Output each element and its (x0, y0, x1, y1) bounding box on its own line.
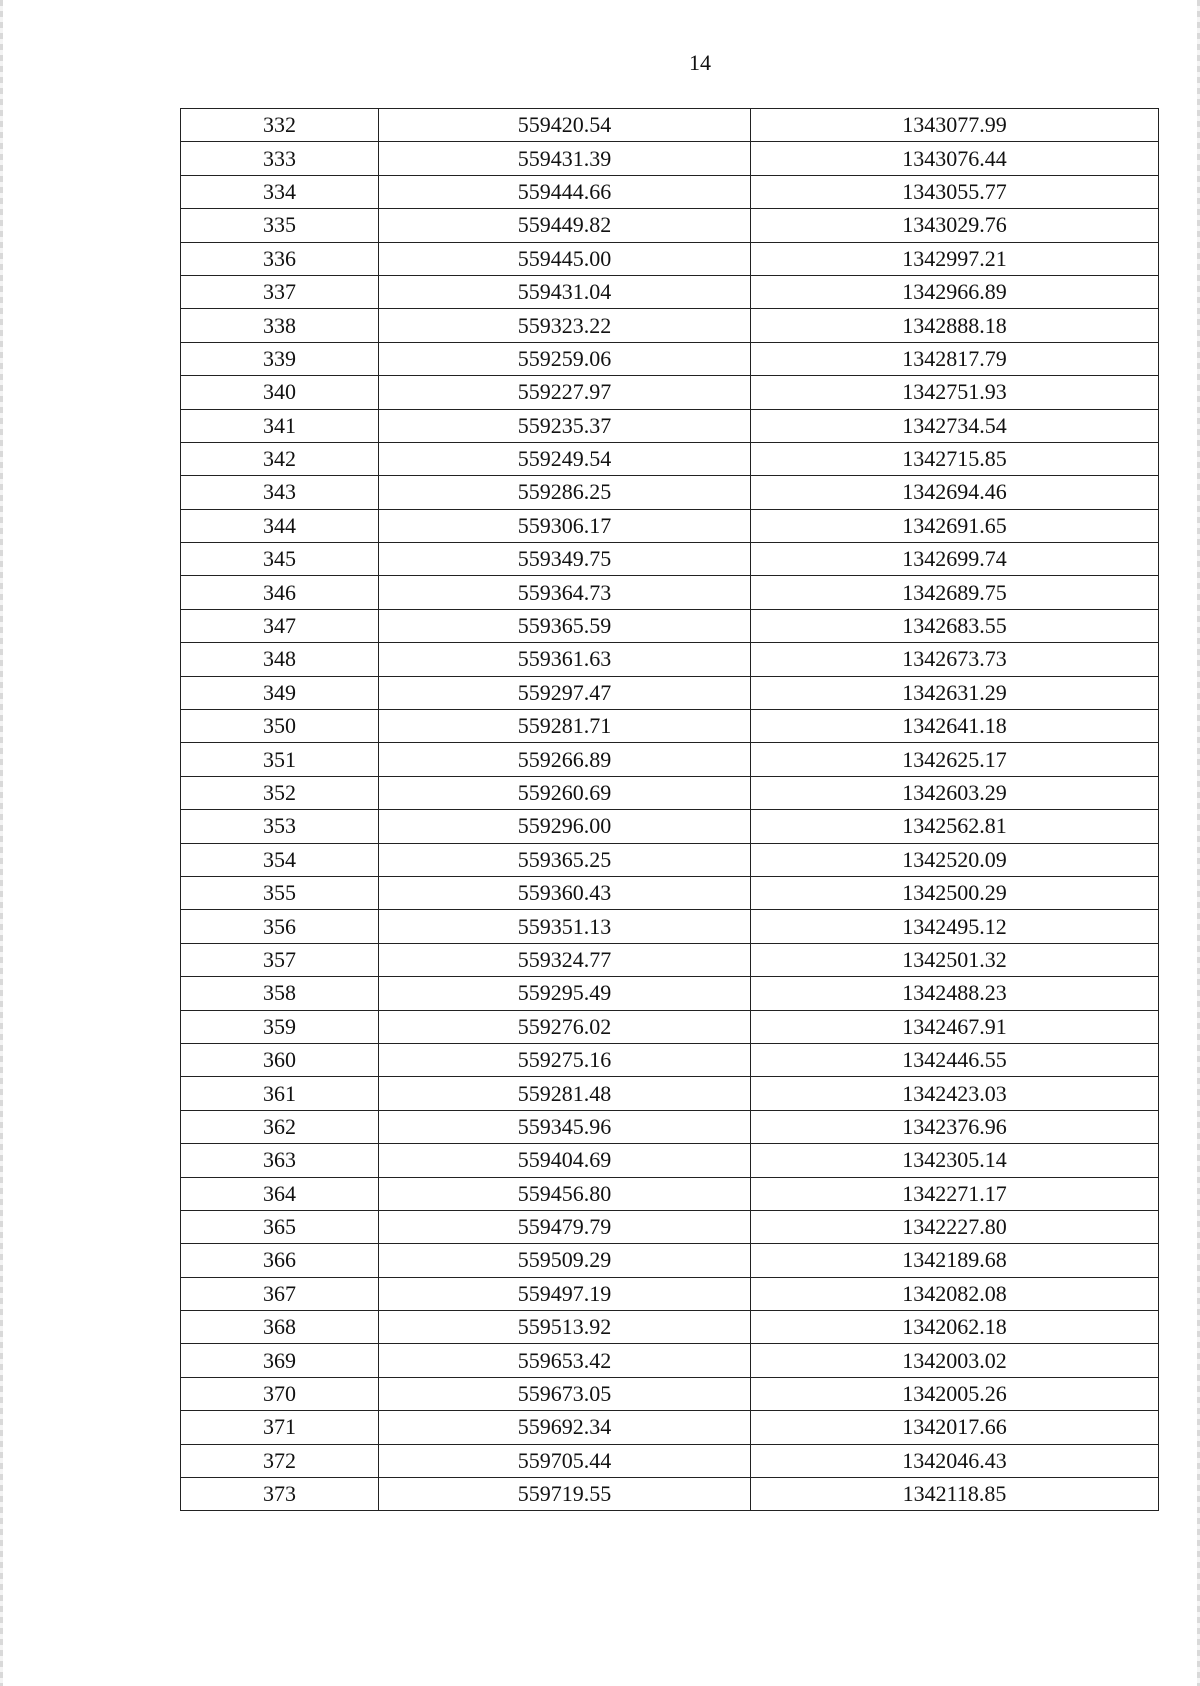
page-number: 14 (689, 50, 711, 75)
x-coordinate-cell: 559276.02 (379, 1010, 751, 1043)
x-coordinate-cell: 559365.59 (379, 609, 751, 642)
y-coordinate-cell: 1342501.32 (751, 943, 1159, 976)
y-coordinate-cell: 1342691.65 (751, 509, 1159, 542)
point-number-cell: 345 (181, 543, 379, 576)
x-coordinate-cell: 559692.34 (379, 1411, 751, 1444)
y-coordinate-cell: 1342673.73 (751, 643, 1159, 676)
y-coordinate-cell: 1343029.76 (751, 209, 1159, 242)
table-row (181, 1010, 1159, 1043)
table-row (181, 1244, 1159, 1277)
point-number-cell: 355 (181, 876, 379, 909)
x-coordinate-cell: 559404.69 (379, 1144, 751, 1177)
table-row (181, 676, 1159, 709)
point-number-cell: 356 (181, 910, 379, 943)
y-coordinate-cell: 1343055.77 (751, 175, 1159, 208)
table-row (181, 609, 1159, 642)
point-number-cell: 343 (181, 476, 379, 509)
y-coordinate-cell: 1342271.17 (751, 1177, 1159, 1210)
point-number-cell: 347 (181, 609, 379, 642)
x-coordinate-cell: 559349.75 (379, 543, 751, 576)
x-coordinate-cell: 559281.71 (379, 710, 751, 743)
table-row (181, 910, 1159, 943)
point-number-cell: 352 (181, 776, 379, 809)
point-number-cell: 349 (181, 676, 379, 709)
point-number-cell: 362 (181, 1110, 379, 1143)
point-number-cell: 335 (181, 209, 379, 242)
x-coordinate-cell: 559444.66 (379, 175, 751, 208)
y-coordinate-cell: 1342699.74 (751, 543, 1159, 576)
point-number-cell: 351 (181, 743, 379, 776)
x-coordinate-cell: 559449.82 (379, 209, 751, 242)
y-coordinate-cell: 1343076.44 (751, 142, 1159, 175)
x-coordinate-cell: 559364.73 (379, 576, 751, 609)
x-coordinate-cell: 559281.48 (379, 1077, 751, 1110)
x-coordinate-cell: 559249.54 (379, 442, 751, 475)
y-coordinate-cell: 1342631.29 (751, 676, 1159, 709)
x-coordinate-cell: 559719.55 (379, 1478, 751, 1511)
y-coordinate-cell: 1342694.46 (751, 476, 1159, 509)
point-number-cell: 340 (181, 376, 379, 409)
y-coordinate-cell: 1342562.81 (751, 810, 1159, 843)
y-coordinate-cell: 1343077.99 (751, 109, 1159, 142)
y-coordinate-cell: 1342715.85 (751, 442, 1159, 475)
y-coordinate-cell: 1342500.29 (751, 876, 1159, 909)
point-number-cell: 339 (181, 342, 379, 375)
table-row (181, 376, 1159, 409)
table-row (181, 142, 1159, 175)
table-row (181, 843, 1159, 876)
x-coordinate-cell: 559365.25 (379, 843, 751, 876)
y-coordinate-cell: 1342082.08 (751, 1277, 1159, 1310)
point-number-cell: 373 (181, 1478, 379, 1511)
table-row (181, 743, 1159, 776)
point-number-cell: 372 (181, 1444, 379, 1477)
table-row (181, 1144, 1159, 1177)
point-number-cell: 338 (181, 309, 379, 342)
y-coordinate-cell: 1342062.18 (751, 1311, 1159, 1344)
point-number-cell: 336 (181, 242, 379, 275)
x-coordinate-cell: 559360.43 (379, 876, 751, 909)
x-coordinate-cell: 559513.92 (379, 1311, 751, 1344)
table-row (181, 1210, 1159, 1243)
table-row (181, 1077, 1159, 1110)
y-coordinate-cell: 1342520.09 (751, 843, 1159, 876)
y-coordinate-cell: 1342734.54 (751, 409, 1159, 442)
table-row (181, 1311, 1159, 1344)
point-number-cell: 360 (181, 1043, 379, 1076)
y-coordinate-cell: 1342997.21 (751, 242, 1159, 275)
point-number-cell: 368 (181, 1311, 379, 1344)
table-row (181, 1411, 1159, 1444)
y-coordinate-cell: 1342689.75 (751, 576, 1159, 609)
point-number-cell: 371 (181, 1411, 379, 1444)
y-coordinate-cell: 1342488.23 (751, 977, 1159, 1010)
x-coordinate-cell: 559286.25 (379, 476, 751, 509)
table-row (181, 1043, 1159, 1076)
x-coordinate-cell: 559324.77 (379, 943, 751, 976)
table-row (181, 576, 1159, 609)
y-coordinate-cell: 1342683.55 (751, 609, 1159, 642)
point-number-cell: 367 (181, 1277, 379, 1310)
x-coordinate-cell: 559431.39 (379, 142, 751, 175)
x-coordinate-cell: 559295.49 (379, 977, 751, 1010)
point-number-cell: 363 (181, 1144, 379, 1177)
x-coordinate-cell: 559227.97 (379, 376, 751, 409)
point-number-cell: 370 (181, 1377, 379, 1410)
x-coordinate-cell: 559275.16 (379, 1043, 751, 1076)
y-coordinate-cell: 1342446.55 (751, 1043, 1159, 1076)
point-number-cell: 357 (181, 943, 379, 976)
y-coordinate-cell: 1342641.18 (751, 710, 1159, 743)
table-row (181, 242, 1159, 275)
table-row (181, 476, 1159, 509)
table-row (181, 275, 1159, 308)
y-coordinate-cell: 1342189.68 (751, 1244, 1159, 1277)
point-number-cell: 359 (181, 1010, 379, 1043)
table-row (181, 1377, 1159, 1410)
x-coordinate-cell: 559420.54 (379, 109, 751, 142)
point-number-cell: 342 (181, 442, 379, 475)
table-row (181, 442, 1159, 475)
y-coordinate-cell: 1342751.93 (751, 376, 1159, 409)
table-row (181, 309, 1159, 342)
y-coordinate-cell: 1342046.43 (751, 1444, 1159, 1477)
point-number-cell: 333 (181, 142, 379, 175)
table-row (181, 876, 1159, 909)
table-row (181, 643, 1159, 676)
table-row (181, 1344, 1159, 1377)
x-coordinate-cell: 559351.13 (379, 910, 751, 943)
y-coordinate-cell: 1342467.91 (751, 1010, 1159, 1043)
point-number-cell: 361 (181, 1077, 379, 1110)
table-row (181, 1177, 1159, 1210)
point-number-cell: 350 (181, 710, 379, 743)
y-coordinate-cell: 1342118.85 (751, 1478, 1159, 1511)
x-coordinate-cell: 559345.96 (379, 1110, 751, 1143)
table-row (181, 710, 1159, 743)
y-coordinate-cell: 1342376.96 (751, 1110, 1159, 1143)
point-number-cell: 341 (181, 409, 379, 442)
table-row (181, 1277, 1159, 1310)
table-row (181, 1110, 1159, 1143)
x-coordinate-cell: 559509.29 (379, 1244, 751, 1277)
point-number-cell: 337 (181, 275, 379, 308)
point-number-cell: 366 (181, 1244, 379, 1277)
table-row (181, 175, 1159, 208)
y-coordinate-cell: 1342017.66 (751, 1411, 1159, 1444)
point-number-cell: 344 (181, 509, 379, 542)
x-coordinate-cell: 559297.47 (379, 676, 751, 709)
coordinates-table (180, 108, 1159, 1511)
point-number-cell: 358 (181, 977, 379, 1010)
point-number-cell: 369 (181, 1344, 379, 1377)
x-coordinate-cell: 559306.17 (379, 509, 751, 542)
x-coordinate-cell: 559673.05 (379, 1377, 751, 1410)
y-coordinate-cell: 1342817.79 (751, 342, 1159, 375)
x-coordinate-cell: 559445.00 (379, 242, 751, 275)
x-coordinate-cell: 559323.22 (379, 309, 751, 342)
table-row (181, 409, 1159, 442)
table-row (181, 810, 1159, 843)
x-coordinate-cell: 559653.42 (379, 1344, 751, 1377)
y-coordinate-cell: 1342625.17 (751, 743, 1159, 776)
table-row (181, 509, 1159, 542)
x-coordinate-cell: 559259.06 (379, 342, 751, 375)
table-row (181, 543, 1159, 576)
x-coordinate-cell: 559431.04 (379, 275, 751, 308)
y-coordinate-cell: 1342888.18 (751, 309, 1159, 342)
x-coordinate-cell: 559479.79 (379, 1210, 751, 1243)
y-coordinate-cell: 1342005.26 (751, 1377, 1159, 1410)
x-coordinate-cell: 559235.37 (379, 409, 751, 442)
x-coordinate-cell: 559266.89 (379, 743, 751, 776)
y-coordinate-cell: 1342423.03 (751, 1077, 1159, 1110)
x-coordinate-cell: 559705.44 (379, 1444, 751, 1477)
scan-edge-left (0, 0, 3, 1686)
table-row (181, 109, 1159, 142)
table-row (181, 977, 1159, 1010)
table-row (181, 209, 1159, 242)
point-number-cell: 365 (181, 1210, 379, 1243)
table-row (181, 1478, 1159, 1511)
y-coordinate-cell: 1342495.12 (751, 910, 1159, 943)
coordinates-table-body (181, 109, 1159, 1511)
x-coordinate-cell: 559361.63 (379, 643, 751, 676)
y-coordinate-cell: 1342966.89 (751, 275, 1159, 308)
table-row (181, 342, 1159, 375)
y-coordinate-cell: 1342305.14 (751, 1144, 1159, 1177)
point-number-cell: 346 (181, 576, 379, 609)
table-row (181, 943, 1159, 976)
point-number-cell: 332 (181, 109, 379, 142)
x-coordinate-cell: 559456.80 (379, 1177, 751, 1210)
point-number-cell: 348 (181, 643, 379, 676)
point-number-cell: 353 (181, 810, 379, 843)
point-number-cell: 364 (181, 1177, 379, 1210)
point-number-cell: 354 (181, 843, 379, 876)
y-coordinate-cell: 1342227.80 (751, 1210, 1159, 1243)
x-coordinate-cell: 559260.69 (379, 776, 751, 809)
x-coordinate-cell: 559497.19 (379, 1277, 751, 1310)
y-coordinate-cell: 1342003.02 (751, 1344, 1159, 1377)
point-number-cell: 334 (181, 175, 379, 208)
x-coordinate-cell: 559296.00 (379, 810, 751, 843)
y-coordinate-cell: 1342603.29 (751, 776, 1159, 809)
table-row (181, 1444, 1159, 1477)
table-row (181, 776, 1159, 809)
